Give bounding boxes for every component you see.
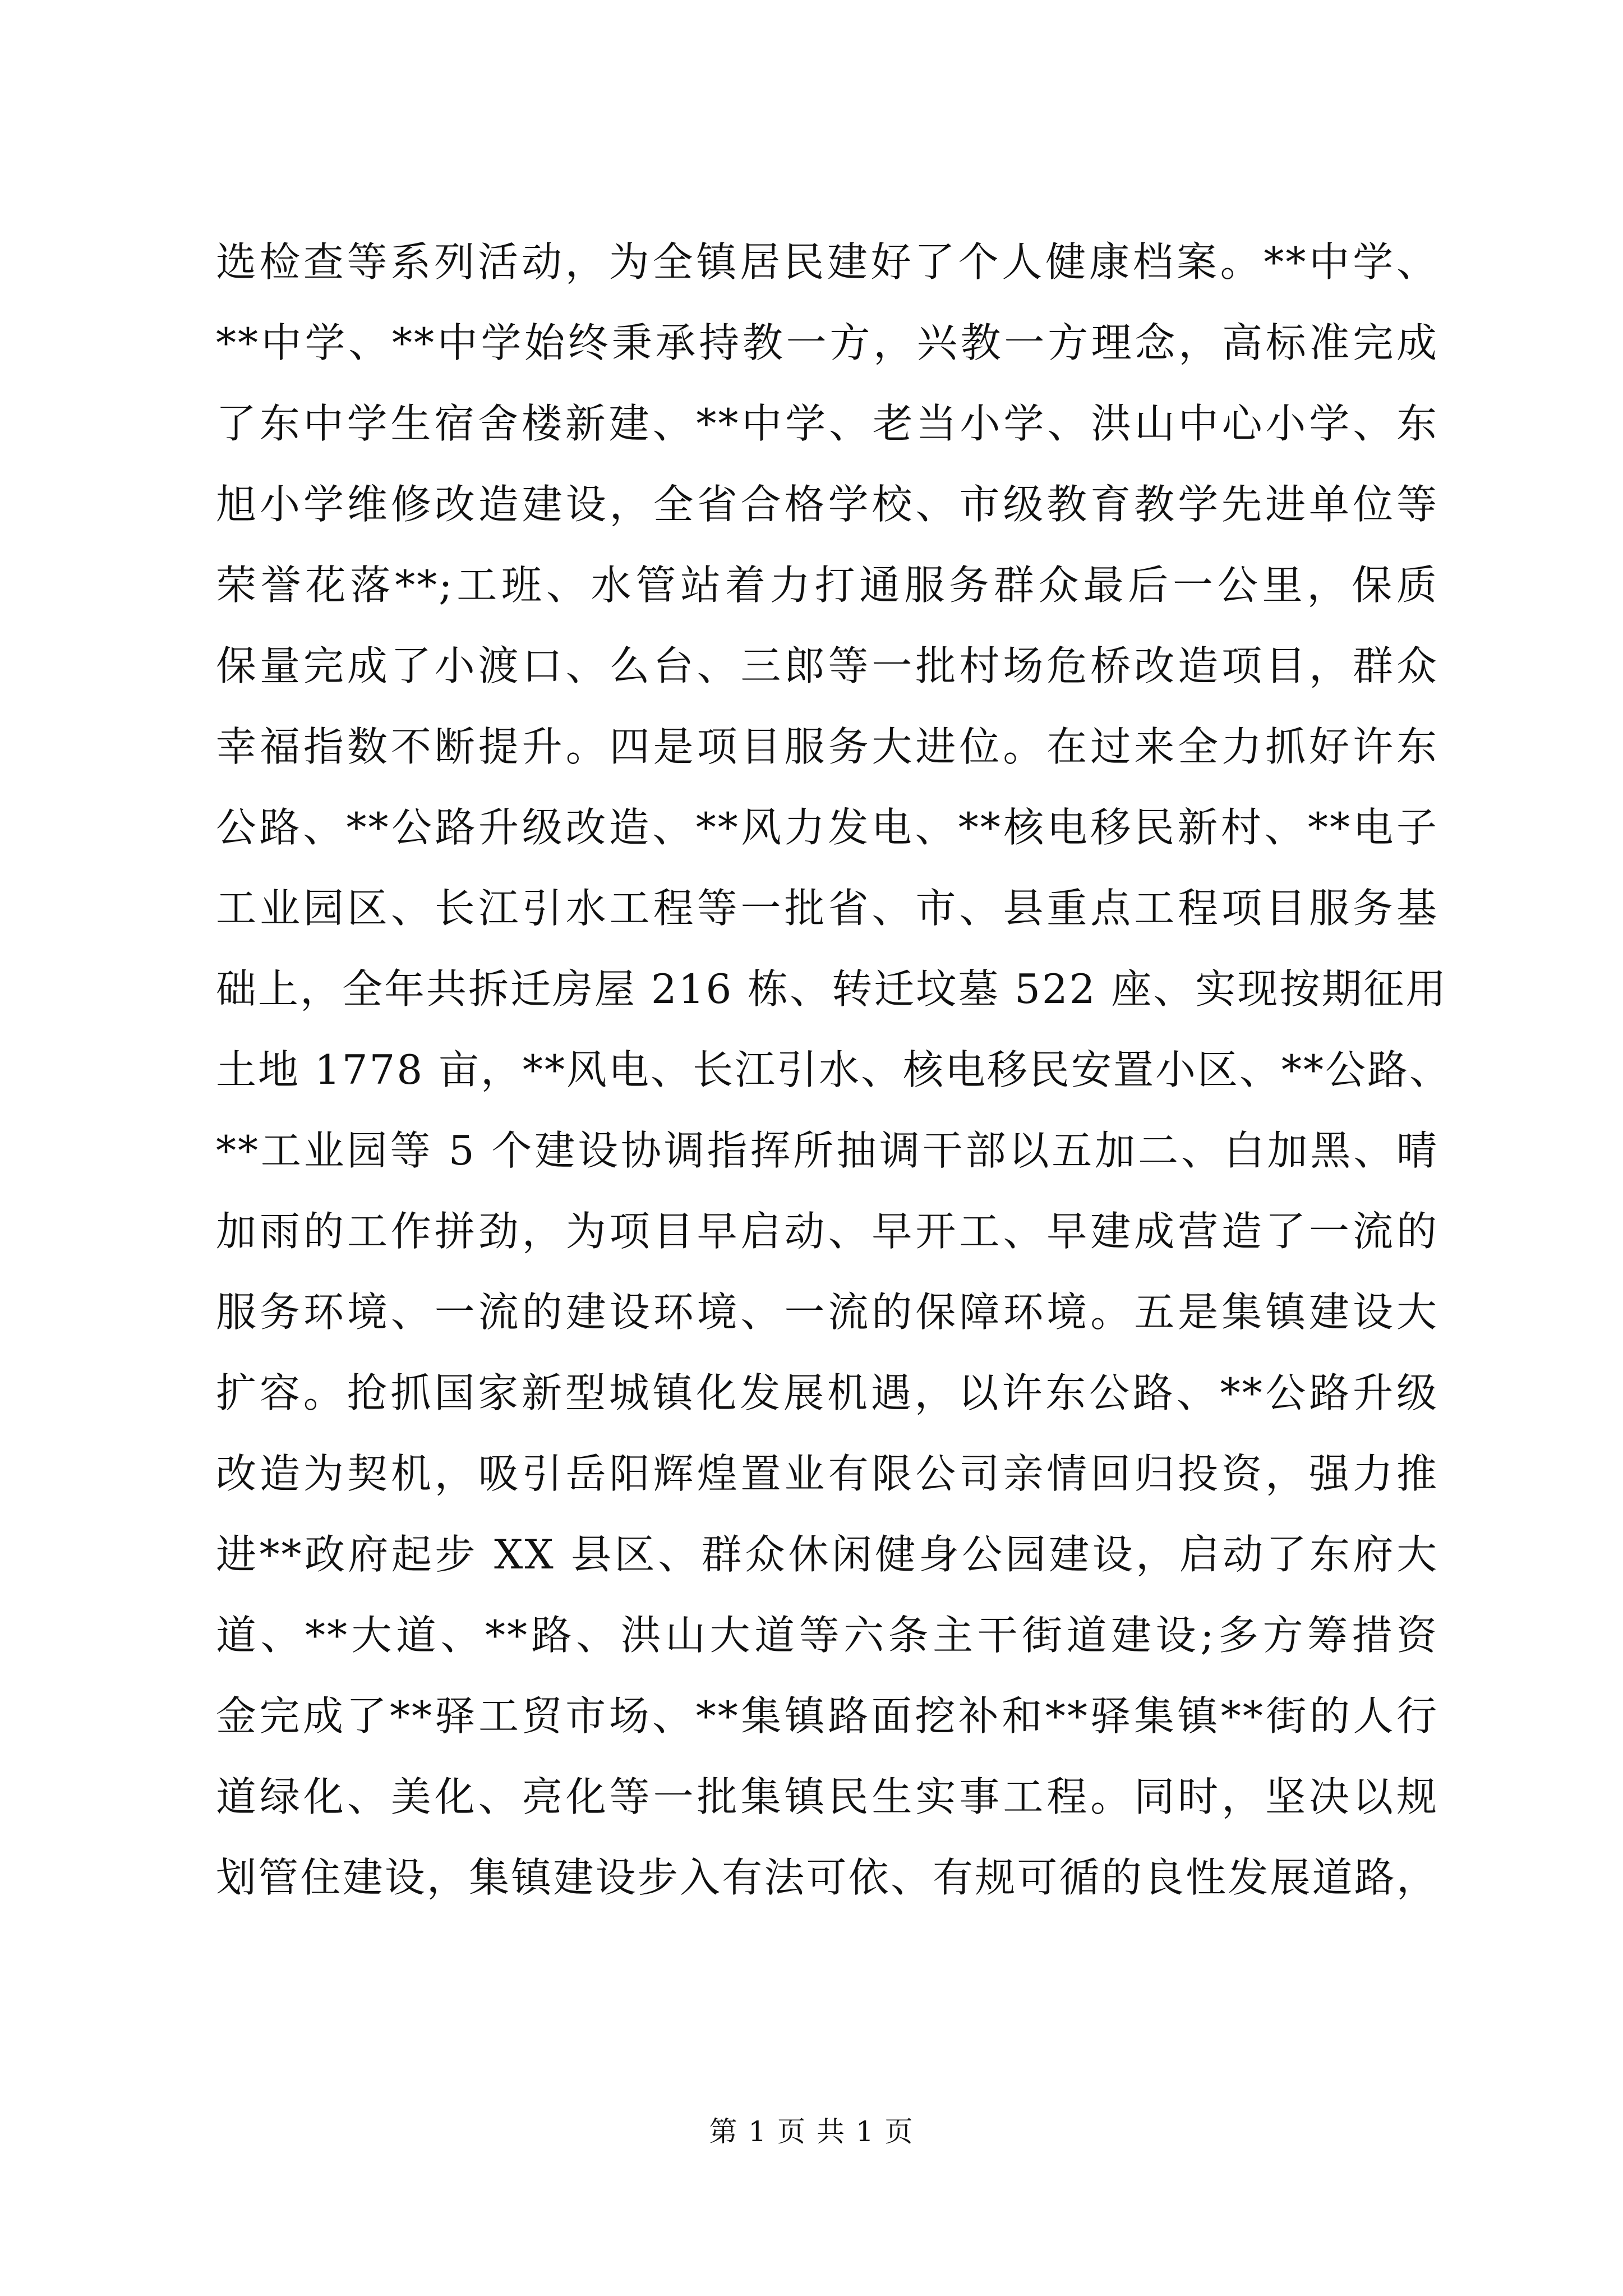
text-line: 划管住建设，集镇建设步入有法可依、有规可循的良性发展道路， <box>216 1854 1438 1901</box>
text-line: 础上，全年共拆迁房屋 216 栋、转迁坟墓 522 座、实现按期征用 <box>216 965 1448 1013</box>
text-line: 选检查等系列活动，为全镇居民建好了个人健康档案。**中学、 <box>216 238 1438 286</box>
text-line: 荣誉花落**;工班、水管站着力打通服务群众最后一公里，保质 <box>216 562 1438 609</box>
text-line: **工业园等 5 个建设协调指挥所抽调干部以五加二、白加黑、晴 <box>216 1127 1438 1174</box>
body-text <box>216 222 1452 1918</box>
text-line: 公路、**公路升级改造、**风力发电、**核电移民新村、**电子 <box>216 804 1438 851</box>
text-line: 改造为契机，吸引岳阳辉煌置业有限公司亲情回归投资，强力推 <box>216 1450 1438 1497</box>
text-line: 了东中学生宿舍楼新建、**中学、老当小学、洪山中心小学、东 <box>216 400 1438 447</box>
page-number-footer: 第 1 页 共 1 页 <box>709 2115 914 2148</box>
text-line: 保量完成了小渡口、么台、三郎等一批村场危桥改造项目，群众 <box>216 642 1438 689</box>
text-line: 工业园区、长江引水工程等一批省、市、县重点工程项目服务基 <box>216 885 1438 932</box>
text-line: 金完成了**驿工贸市场、**集镇路面挖补和**驿集镇**街的人行 <box>216 1692 1438 1740</box>
text-line: 道绿化、美化、亮化等一批集镇民生实事工程。同时，坚决以规 <box>216 1773 1438 1820</box>
text-line: 旭小学维修改造建设，全省合格学校、市级教育教学先进单位等 <box>216 481 1438 528</box>
text-line: 幸福指数不断提升。四是项目服务大进位。在过来全力抓好许东 <box>216 723 1438 770</box>
text-line: **中学、**中学始终秉承持教一方，兴教一方理念，高标准完成 <box>216 319 1438 366</box>
text-line: 进**政府起步 XX 县区、群众休闲健身公园建设，启动了东府大 <box>216 1531 1438 1578</box>
text-line: 土地 1778 亩，**风电、长江引水、核电移民安置小区、**公路、 <box>216 1046 1452 1093</box>
text-line: 服务环境、一流的建设环境、一流的保障环境。五是集镇建设大 <box>216 1289 1438 1336</box>
text-line: 加雨的工作拼劲，为项目早启动、早开工、早建成营造了一流的 <box>216 1208 1438 1255</box>
text-line: 道、**大道、**路、洪山大道等六条主干街道建设;多方筹措资 <box>216 1612 1438 1659</box>
text-line: 扩容。抢抓国家新型城镇化发展机遇，以许东公路、**公路升级 <box>216 1369 1438 1416</box>
